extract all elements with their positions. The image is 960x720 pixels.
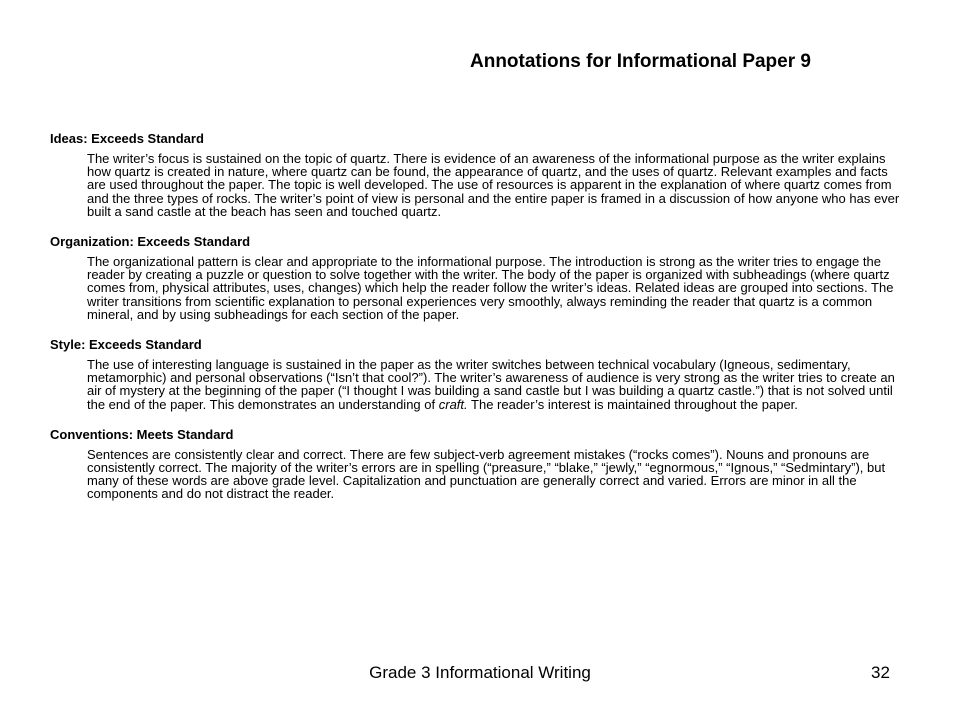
organization-body: The organizational pattern is clear and appropriate to the informational purpose. The introduction is strong as the writer tries to engage the reader by creating a puzzle or question to solve together with the writer. The body of the paper is organized with subheadings (where quartz comes from, physical attributes, uses, changes) which help the reader follow the writer’s ideas. Related ideas are grouped into sections. The writer transitions from scientific explanation to personal experiences very smoothly, always reminding the reader that quartz is a common mineral, and by using subheadings for each section of the paper. [87, 254, 894, 322]
style-heading: Style: Exceeds Standard [50, 337, 202, 353]
style-section [50, 337, 906, 411]
style-body-text: The use of interesting language is sustained in the paper as the writer switches between technical vocabulary (Igneous, sedimentary, metamorphic) and personal observations (“Isn’t that cool?”). The writer’s awareness of audience is very strong as the writer tries to create an air of mystery at the beginning of the paper (“I thought I was building a sand castle but I was building a quartz castle.”) that is not solved until the end of the paper. This demonstrates an understanding of [87, 357, 895, 412]
conventions-body: Sentences are consistently clear and correct. There are few subject-verb agreement mistakes (“rocks comes”). Nouns and pronouns are consistently correct. The majority of the writer’s errors are in spelling (“preasure,” “blake,” “jewly,” “egnormous,” “Ignous,” “Sedmintary”), but many of these words are above grade level. Capitalization and punctuation are generally correct and varied. Errors are minor in all the components and do not distract the reader. [87, 446, 886, 502]
conventions-section [50, 427, 906, 501]
conventions-heading: Conventions: Meets Standard [50, 426, 234, 442]
page-number: 32 [871, 663, 890, 682]
organization-section [50, 234, 906, 321]
style-body-emphasis: craft. [438, 396, 468, 412]
style-body [87, 358, 906, 411]
organization-heading: Organization: Exceeds Standard [50, 234, 251, 250]
annotation-sections [50, 131, 906, 517]
footer-caption: Grade 3 Informational Writing [369, 663, 591, 682]
ideas-section [50, 131, 906, 218]
ideas-heading: Ideas: Exceeds Standard [50, 131, 204, 146]
page-title: Annotations for Informational Paper 9 [470, 51, 811, 72]
ideas-body: The writer’s focus is sustained on the topic of quartz. There is evidence of an awareness of the informational purpose as the writer explains how quartz is created in nature, where quartz can be found, the appearance of quartz, and the uses of quartz. Relevant examples and facts are used throughout the paper. The topic is well developed. The use of resources is apparent in the explanation of where quartz comes from and the three types of rocks. The writer’s point of view is personal and the entire paper is framed in a discussion of how anyone who has ever built a sand castle at the beach has seen and touched quartz. [87, 151, 900, 219]
style-body-text-end: The reader’s interest is maintained throughout the paper. [467, 396, 798, 412]
